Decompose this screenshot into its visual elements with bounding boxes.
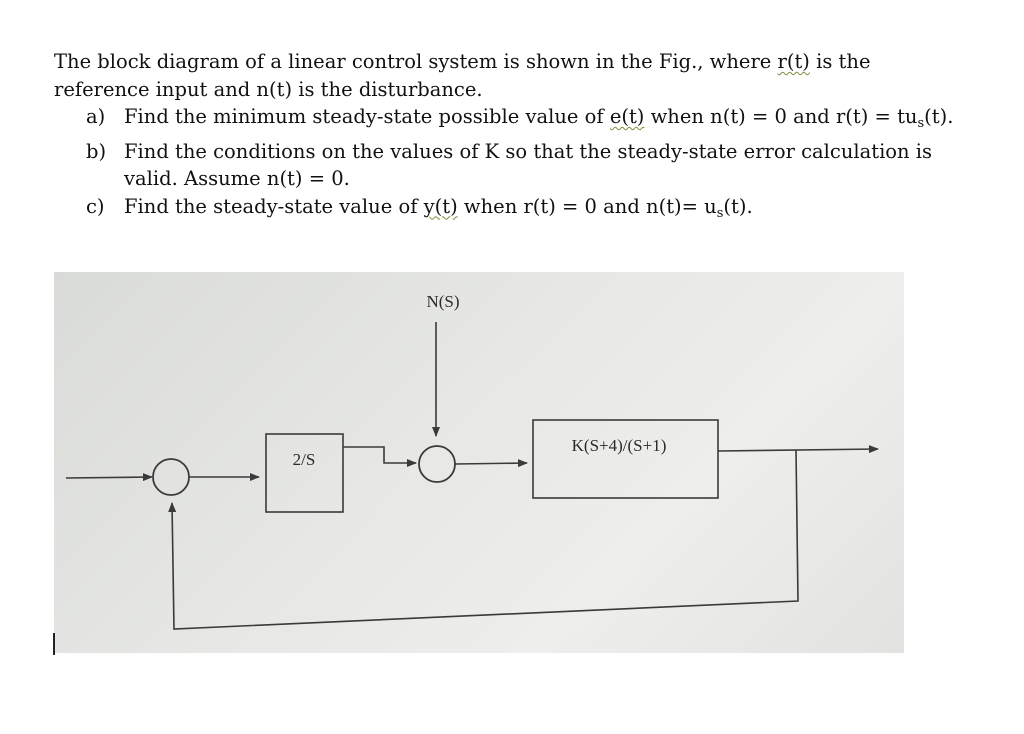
output-line — [718, 449, 878, 451]
problem-intro — [54, 48, 954, 103]
plant-block — [533, 420, 718, 498]
block1-to-junction2-line — [343, 447, 416, 463]
integrator-block — [266, 434, 343, 512]
reference-input-line — [66, 477, 152, 478]
part-marker-c: c) — [86, 194, 105, 218]
summing-junction-2 — [419, 446, 455, 482]
part-c-text-2: when r(t) = 0 and n(t)= u — [457, 194, 717, 218]
part-c-text-1: Find the steady-state value of — [124, 194, 424, 218]
part-marker-a: a) — [86, 105, 106, 128]
part-a-text-2: when n(t) = 0 and r(t) = tu — [644, 105, 918, 128]
part-a-text-1: Find the minimum steady-state possible value of — [124, 105, 610, 128]
problem-statement — [54, 48, 954, 227]
question-part-a — [54, 103, 954, 138]
part-c-subscript: s — [716, 205, 724, 221]
intro-text-1: The block diagram of a linear control system is shown in the Fig., where — [54, 50, 778, 73]
output-symbol: y(t) — [423, 194, 458, 218]
block-diagram — [54, 272, 904, 653]
question-parts — [54, 103, 954, 227]
text-cursor — [53, 633, 55, 655]
plant-block-label: K(S+4)/(S+1) — [571, 436, 667, 455]
junction2-to-block2-line — [455, 463, 527, 464]
summing-junction-1 — [153, 459, 189, 495]
error-symbol: e(t) — [609, 105, 645, 128]
question-part-b — [54, 138, 954, 193]
part-a-subscript: s — [917, 116, 925, 131]
part-b-text: Find the conditions on the values of K so that the steady-state error calculation is valid. Assume n(t) = 0. — [124, 139, 933, 190]
question-part-c — [54, 193, 954, 228]
reference-input-symbol: r(t) — [777, 50, 810, 73]
part-c-text-3: (t). — [723, 194, 753, 218]
disturbance-label: N(S) — [426, 292, 460, 311]
integrator-block-label: 2/S — [292, 450, 316, 469]
block-diagram-figure — [54, 272, 904, 653]
intro-text-2: is the reference input and n(t) is the disturbance. — [54, 50, 871, 101]
part-marker-b: b) — [86, 139, 107, 163]
part-a-text-3: (t). — [924, 105, 954, 128]
